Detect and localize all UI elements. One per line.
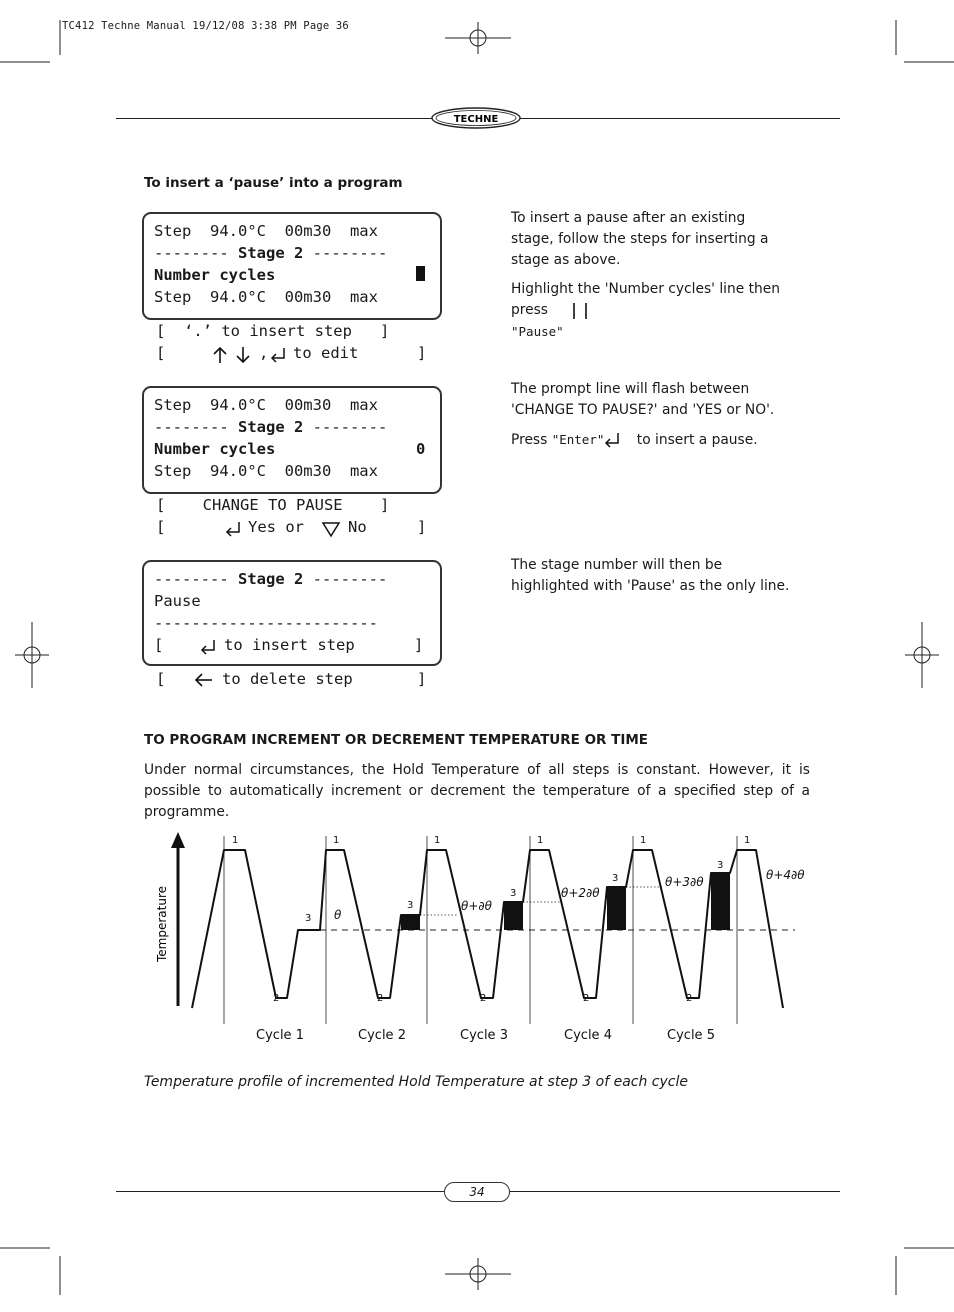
lcd-screen-3: [142, 560, 442, 666]
instruction-para-5: The stage number will then be highlighted with 'Pause' as the only line.: [511, 557, 790, 594]
svg-text:3: 3: [717, 860, 724, 871]
left-arrow-icon: [194, 672, 214, 688]
lcd1-line4: Step 94.0°C 00m30 max: [154, 288, 378, 306]
screen1-prompt2-close: ]: [417, 344, 427, 362]
lcd3-line4-close: ]: [414, 636, 424, 654]
logo-text: TECHNE: [453, 114, 499, 125]
increment-label: θ: [334, 908, 342, 922]
cycle-label: Cycle 5: [667, 1028, 715, 1043]
lcd1-line1: Step 94.0°C 00m30 max: [154, 222, 378, 240]
screen3-prompt-open: [: [156, 670, 166, 688]
increment-label: θ+2∂θ: [561, 886, 600, 900]
svg-text:1: 1: [640, 835, 647, 846]
lcd1-line3: Number cycles: [154, 266, 276, 284]
temperature-trace: [192, 850, 783, 1008]
screen2-prompt2-close: ]: [417, 518, 427, 536]
lcd1-line2: -------- Stage 2 --------: [154, 244, 388, 262]
pause-icon: [570, 302, 590, 320]
temperature-profile-diagram: [140, 826, 810, 1056]
print-header: TC412 Techne Manual 19/12/08 3:38 PM Page 36: [62, 20, 349, 32]
instruction-para-1: To insert a pause after an existing stage, follow the steps for inserting a stage as above.: [511, 210, 769, 268]
screen2-prompt2-open: [: [156, 518, 166, 536]
cycle-label: Cycle 1: [256, 1028, 304, 1043]
lcd2-cycles-value: 0: [416, 440, 426, 458]
up-down-arrow-icons: [212, 345, 262, 365]
screen3-prompt-close: ]: [417, 670, 427, 688]
down-triangle-icon: [321, 520, 341, 538]
svg-text:2: 2: [273, 993, 280, 1004]
screen3-prompt-text: to delete step: [222, 670, 353, 688]
body-paragraph: Under normal circumstances, the Hold Temperature of all steps is constant. However, it is possible to automatically increment or decrement the temperature of a specified step of a programme.: [144, 762, 810, 820]
section-title-increment: TO PROGRAM INCREMENT OR DECREMENT TEMPERATURE OR TIME: [144, 732, 649, 748]
enter-icon: [199, 638, 217, 656]
cursor-block: [416, 266, 425, 281]
increment-label: θ+4∂θ: [766, 868, 805, 882]
svg-text:3: 3: [407, 900, 414, 911]
lcd3-line4-open: [: [154, 636, 164, 654]
cycle-label: Cycle 3: [460, 1028, 508, 1043]
lcd3-line3: ------------------------: [154, 614, 378, 632]
y-axis-label: Temperature: [155, 885, 169, 963]
svg-text:2: 2: [480, 993, 487, 1004]
svg-text:2: 2: [377, 993, 384, 1004]
screen2-prompt2-no: No: [348, 518, 367, 536]
lcd3-line1: -------- Stage 2 --------: [154, 570, 388, 588]
lcd-screen-2: [142, 386, 442, 494]
enter-icon: [269, 346, 287, 364]
svg-text:1: 1: [537, 835, 544, 846]
section-title-pause: To insert a ‘pause’ into a program: [144, 175, 403, 191]
figure-caption: Temperature profile of incremented Hold Temperature at step 3 of each cycle: [144, 1074, 688, 1090]
cycle-label: Cycle 4: [564, 1028, 612, 1043]
svg-text:3: 3: [612, 873, 619, 884]
svg-text:1: 1: [744, 835, 751, 846]
screen1-prompt2-sep: ,: [259, 344, 269, 362]
svg-text:2: 2: [686, 993, 693, 1004]
y-axis-arrowhead: [171, 832, 185, 848]
screen1-prompt1: [ ‘.’ to insert step ]: [156, 322, 390, 340]
increment-label: θ+3∂θ: [665, 875, 704, 889]
enter-icon: [224, 520, 242, 538]
screen2-prompt2-yes: Yes or: [248, 518, 304, 536]
page-number: 34: [444, 1182, 510, 1202]
lcd2-line3: Number cycles: [154, 440, 276, 458]
screen1-prompt2-text: to edit: [293, 344, 359, 362]
enter-icon: [603, 431, 621, 449]
svg-text:1: 1: [232, 835, 239, 846]
lcd2-line2: -------- Stage 2 --------: [154, 418, 388, 436]
lcd3-line2: Pause: [154, 592, 201, 610]
svg-text:1: 1: [434, 835, 441, 846]
instruction-para-4: Press "Enter" to insert a pause.: [511, 432, 758, 448]
screen2-prompt1: [ CHANGE TO PAUSE ]: [156, 496, 390, 514]
techne-logo: [431, 107, 521, 129]
cycle-label: Cycle 2: [358, 1028, 406, 1043]
lcd2-line4: Step 94.0°C 00m30 max: [154, 462, 378, 480]
svg-text:1: 1: [333, 835, 340, 846]
screen1-prompt2-open: [: [156, 344, 166, 362]
lcd-screen-1: [142, 212, 442, 320]
instruction-para-3: The prompt line will flash between 'CHANGE TO PAUSE?' and 'YES or NO'.: [511, 381, 775, 418]
increment-label: θ+∂θ: [461, 899, 492, 913]
lcd3-line4-text: to insert step: [224, 636, 355, 654]
lcd2-line1: Step 94.0°C 00m30 max: [154, 396, 378, 414]
instruction-para-2: Highlight the 'Number cycles' line then press "Pause": [511, 281, 780, 339]
svg-text:3: 3: [305, 913, 312, 924]
svg-text:3: 3: [510, 888, 517, 899]
svg-text:2: 2: [583, 993, 590, 1004]
